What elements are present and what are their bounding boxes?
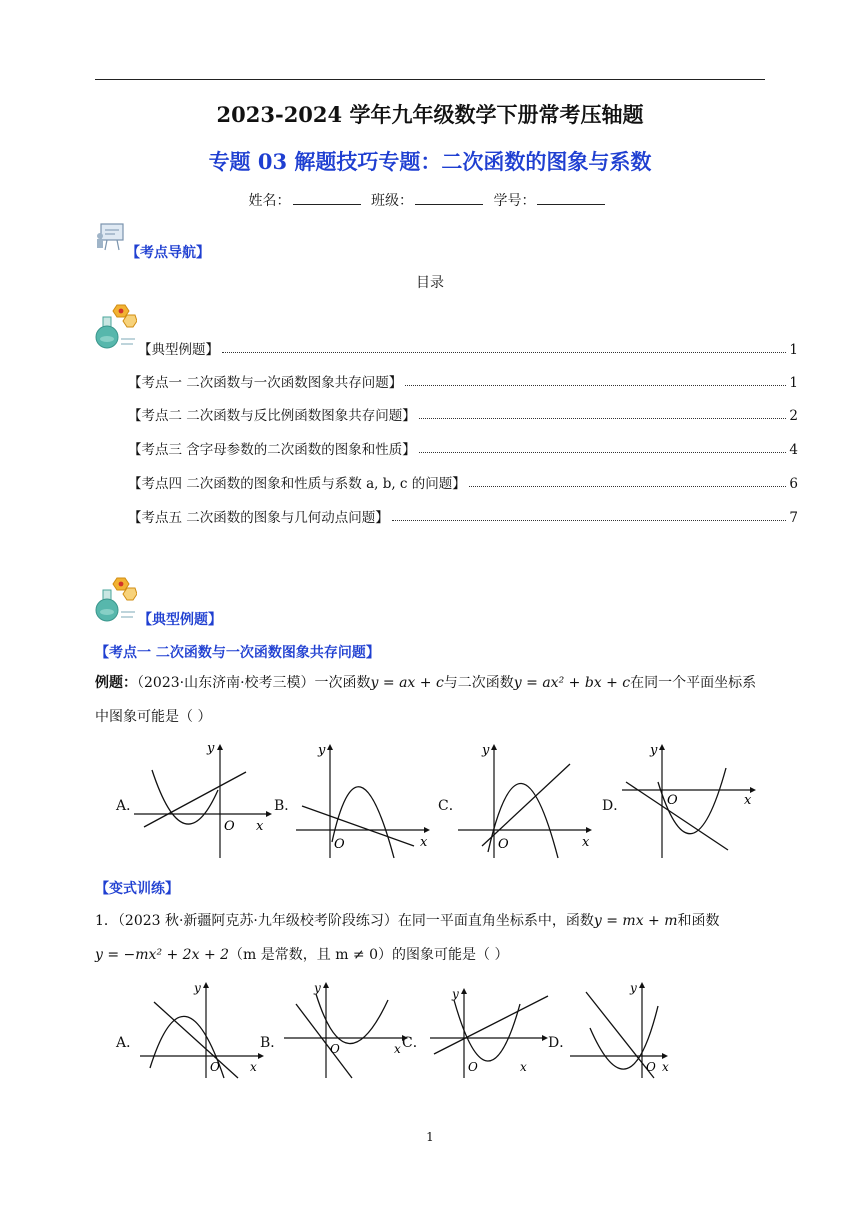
graph-q1-b <box>284 980 414 1080</box>
graph-b <box>296 742 436 860</box>
axis-origin-label: O <box>468 1060 478 1074</box>
axis-x-label: x <box>250 1060 257 1074</box>
formula-q1-quadratic: y = −mx² + 2x + 2 <box>95 947 230 963</box>
axis-origin-label: O <box>224 819 235 834</box>
axis-origin-label: O <box>210 1060 220 1074</box>
q1-text-c: （m 是常数，且 m ≠ 0）的图象可能是（ ） <box>229 947 509 963</box>
axis-y-label: y <box>207 742 215 756</box>
axis-origin-label: O <box>334 837 345 852</box>
option-c[interactable]: C． <box>402 1035 427 1051</box>
example-text <box>95 672 775 694</box>
axis-origin-label: O <box>667 793 678 808</box>
axis-y-label: y <box>452 987 459 1001</box>
axis-y-label: y <box>314 981 321 995</box>
axis-x-label: x <box>256 819 264 834</box>
axis-y-label: y <box>194 981 201 995</box>
axis-x-label: x <box>582 835 590 850</box>
toc-title: 目录 <box>416 275 444 291</box>
axis-x-label: x <box>744 793 752 808</box>
example-mid: 与二次函数 <box>443 675 514 691</box>
option-c[interactable]: C． <box>438 798 463 814</box>
question-1-line1 <box>95 910 785 932</box>
flask-icon <box>95 303 137 349</box>
graph-a <box>134 742 274 860</box>
graph-d <box>622 742 762 860</box>
axis-origin-label: O <box>330 1042 340 1056</box>
formula-linear: y = ax + c <box>370 675 444 691</box>
section-label: 【典型例题】 <box>138 612 222 628</box>
toc-row[interactable]: 【考点二 二次函数与反比例函数图象共存问题】 2 <box>128 408 798 424</box>
axis-origin-label: O <box>646 1060 656 1074</box>
option-a[interactable]: A． <box>116 1035 141 1051</box>
name-blank[interactable] <box>293 192 361 205</box>
example-line2: 中图象可能是（ ） <box>95 709 212 725</box>
option-d[interactable]: D． <box>602 798 628 814</box>
page-number: 1 <box>426 1130 434 1144</box>
formula-q1-linear: y = mx + m <box>593 913 678 929</box>
id-label: 学号： <box>493 193 536 209</box>
topic-heading: 【考点一 二次函数与一次函数图象共存问题】 <box>95 645 380 661</box>
graph-q1-d <box>570 980 700 1080</box>
axis-y-label: y <box>650 743 658 758</box>
option-d[interactable]: D． <box>548 1035 574 1051</box>
nav-label: 【考点导航】 <box>126 245 210 261</box>
flask-icon <box>95 576 137 622</box>
presentation-icon <box>95 222 127 252</box>
class-blank[interactable] <box>415 192 483 205</box>
q1-text: 1．（2023 秋·新疆阿克苏·九年级校考阶段练习）在同一平面直角坐标系中，函数 <box>95 913 594 929</box>
page-title: 2023-2024 学年九年级数学下册常考压轴题 <box>216 102 644 127</box>
toc-row[interactable]: 【考点四 二次函数的图象和性质与系数 a, b, c 的问题】 6 <box>128 476 798 492</box>
id-blank[interactable] <box>537 192 605 205</box>
student-info <box>0 190 860 210</box>
toc-row[interactable]: 【典型例题】 1 <box>138 342 798 358</box>
formula-quadratic: y = ax² + bx + c <box>513 675 631 691</box>
axis-x-label: x <box>394 1042 401 1056</box>
axis-x-label: x <box>420 835 428 850</box>
axis-origin-label: O <box>498 837 509 852</box>
header-rule <box>95 79 765 80</box>
option-a[interactable]: A． <box>116 798 141 814</box>
toc-row[interactable]: 【考点三 含字母参数的二次函数的图象和性质】 4 <box>128 442 798 458</box>
question-1-line2 <box>95 944 785 966</box>
example-end: 在同一个平面坐标系 <box>630 675 757 691</box>
example-source: （2023·山东济南·校考三模）一次函数 <box>137 675 371 691</box>
class-label: 班级： <box>371 193 413 209</box>
q1-text-b: 和函数 <box>677 913 720 929</box>
option-b[interactable]: B． <box>274 798 299 814</box>
axis-x-label: x <box>662 1060 669 1074</box>
graph-q1-a <box>140 980 270 1080</box>
graph-c <box>458 742 598 860</box>
graph-q1-c <box>430 980 560 1080</box>
toc-row[interactable]: 【考点一 二次函数与一次函数图象共存问题】 1 <box>128 375 798 391</box>
name-label: 姓名： <box>248 193 291 209</box>
toc-row[interactable]: 【考点五 二次函数的图象与几何动点问题】 7 <box>128 510 798 526</box>
page-subtitle: 专题 03 解题技巧专题：二次函数的图象与系数 <box>208 149 652 174</box>
axis-y-label: y <box>630 981 637 995</box>
axis-y-label: y <box>482 743 490 758</box>
example-prefix: 例题： <box>95 675 137 691</box>
axis-y-label: y <box>318 743 326 758</box>
variant-heading: 【变式训练】 <box>95 881 179 897</box>
option-b[interactable]: B． <box>260 1035 285 1051</box>
axis-x-label: x <box>520 1060 527 1074</box>
